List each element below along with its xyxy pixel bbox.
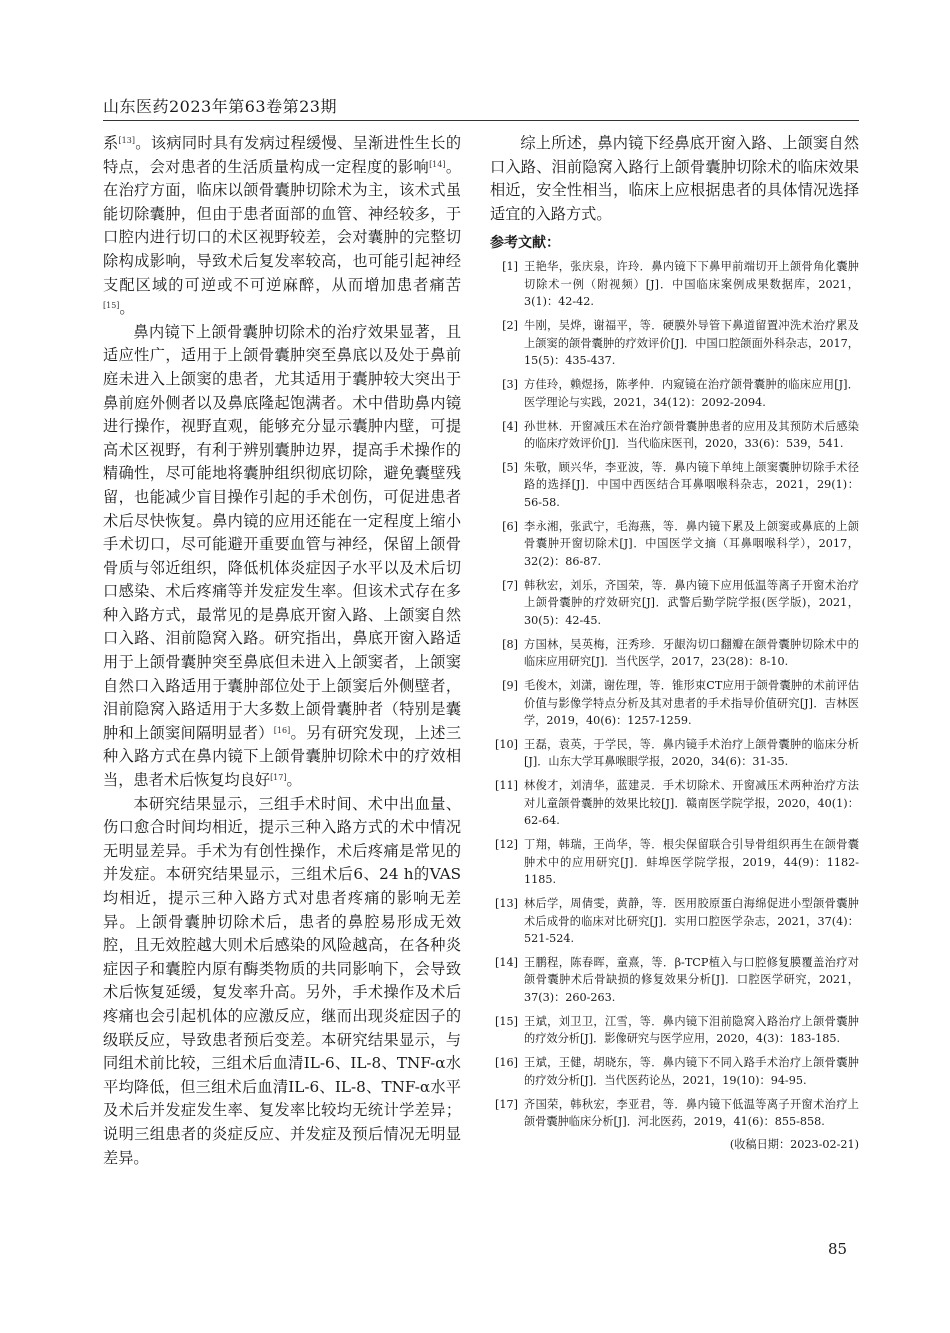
right-column (490, 132, 859, 1152)
reference-number: [16] (495, 1056, 518, 1070)
reference-number: [5] (502, 460, 518, 474)
reference-number: [6] (502, 519, 518, 533)
reference-number: [15] (495, 1014, 518, 1028)
reference-text: 韩秋宏，刘乐，齐国荣，等．鼻内镜下应用低温等离子开窗术治疗上颌骨囊肿的疗效研究[J]．武警后勤学院学报(医学版)，2021，30(5)：42-45. (524, 578, 859, 627)
reference-item (490, 1054, 859, 1089)
reference-number: [17] (495, 1097, 518, 1111)
body-paragraph (103, 793, 461, 1171)
reference-text: 方佳玲，赖煜扬，陈孝仲．内窥镜在治疗颌骨囊肿的临床应用[J]．医学理论与实践，2021，34(12)：2092-2094. (524, 378, 859, 409)
reference-item (490, 317, 859, 370)
reference-item (490, 777, 859, 830)
reference-number: [4] (502, 419, 518, 433)
reference-item (490, 1013, 859, 1048)
reference-text: 林俊才，刘清华，蓝建灵．手术切除术、开窗减压术两种治疗方法对儿童颌骨囊肿的效果比较[J]．赣南医学院学报，2020，40(1)：62-64. (524, 779, 859, 828)
text-segment: 。 (119, 299, 135, 318)
references-heading: 参考文献： (490, 235, 560, 252)
reference-text: 王鹏程，陈春晖，童熹，等．β-TCP植入与口腔修复膜覆盖治疗对颌骨囊肿术后骨缺损的修复效果分析[J]．口腔医学研究，2021，37(3)：260-263. (524, 955, 859, 1004)
reference-item (490, 376, 859, 411)
reference-item (490, 1096, 859, 1131)
reference-item (490, 418, 859, 453)
reference-text: 毛俊木，刘潇，谢佐理，等．锥形束CT应用于颌骨囊肿的术前评估价值与影像学特点分析及其对患者的手术指导价值研究[J]．吉林医学，2019，40(6)：1257-1259. (524, 679, 859, 727)
reference-number: [10] (495, 737, 518, 751)
journal-header: 山东医药2023年第63卷第23期 (103, 97, 337, 116)
reference-text: 方国林，吴英梅，汪秀珍．牙龈沟切口翻瓣在颌骨囊肿切除术中的临床应用研究[J]．当代医学，2017，23(28)：8-10. (524, 637, 859, 669)
reference-text: 王斌，王健，胡晓东，等．鼻内镜下不同入路手术治疗上颌骨囊肿的疗效分析[J]．当代医药论丛，2021，19(10)：94-95. (524, 1056, 859, 1087)
reference-item (490, 258, 859, 311)
reference-number: [13] (495, 897, 518, 911)
body-paragraph (103, 132, 461, 321)
citation-marker[interactable]: [16] (273, 726, 291, 736)
reference-text: 林后学，周倩雯，黄静，等．医用胶原蛋白海绵促进小型颌骨囊肿术后成骨的临床对比研究[J]．实用口腔医学杂志，2021，37(4)：521-524. (524, 897, 859, 946)
reference-list (490, 258, 859, 1130)
reference-text: 王斌，刘卫卫，江雪，等．鼻内镜下泪前隐窝入路治疗上颌骨囊肿的疗效分析[J]．影像研究与医学应用，2020，4(3)：183-185. (524, 1014, 859, 1046)
left-column (103, 132, 461, 1170)
page-number: 85 (828, 1240, 848, 1258)
text-segment: 。该病同时具有发病过程缓慢、呈渐进性生长的特点，会对患者的生活质量构成一定程度的影响 (103, 134, 462, 176)
reference-item (490, 577, 859, 630)
reference-number: [2] (502, 319, 518, 333)
citation-marker[interactable]: [17] (270, 773, 287, 783)
reference-text: 王磊，袁英，于学民，等．鼻内镜手术治疗上颌骨囊肿的临床分析[J]．山东大学耳鼻喉眼学报，2020，34(6)：31-35. (524, 737, 859, 769)
reference-text: 牛刚，吴烨，谢福平，等．硬膜外导管下鼻道留置冲洗术治疗累及上颌窦的颌骨囊肿的疗效评价[J]．中国口腔颌面外科杂志，2017，15(5)：435-437. (524, 319, 859, 368)
reference-number: [9] (502, 679, 518, 692)
reference-text: 王艳华，张庆泉，许玲．鼻内镜下下鼻甲前端切开上颌骨角化囊肿切除术一例（附视频）[J]．中国临床案例成果数据库，2021，3(1)：42-42. (524, 260, 859, 309)
reference-number: [8] (502, 637, 518, 651)
text-segment: 本研究结果显示，三组手术时间、术中出血量、伤口愈合时间均相近，提示三种入路方式的术中情况无明显差异。手术为有创性操作，术后疼痛是常见的并发症。本研究结果显示，三组术后6、24 h的VAS均相近，提示三种入路方式对患者疼痛的影响无差异。上颌骨囊肿切除术后，患者的鼻腔易形成无效腔，且无效腔越大则术后感染的风险越高，在各种炎症因子和囊腔内原有酶类物质的共同影响下，会导致术后恢复延缓，复发率升高。另外，手术操作及术后疼痛也会引起机体的应激反应，继而出现炎症因子的级联反应，导致患者预后变差。本研究结果显示，与同组术前比较，三组术后血清IL-6、IL-8、TNF-α水平均降低，但三组术后血清IL-6、IL-8、TNF-α水平及术后并发症发生率、复发率比较均无统计学差异；说明三组患者的炎症反应、并发症及预后情况无明显差异。 (103, 794, 461, 1167)
reference-number: [11] (495, 779, 518, 793)
reference-text: 齐国荣，韩秋宏，李亚君，等．鼻内镜下低温等离子开窗术治疗上颌骨囊肿临床分析[J]．河北医药，2019，41(6)：855-858. (524, 1097, 859, 1129)
reference-number: [3] (502, 378, 518, 392)
text-segment: 系 (103, 134, 119, 152)
text-segment: 。 (286, 771, 302, 790)
received-date: (收稿日期：2023-02-21) (729, 1138, 859, 1152)
reference-item (490, 836, 859, 889)
header-divider (103, 120, 859, 121)
citation-marker[interactable]: [13] (118, 136, 135, 146)
reference-number: [12] (495, 838, 518, 852)
reference-text: 李永湘，张武宁，毛海燕，等．鼻内镜下累及上颌窦或鼻底的上颌骨囊肿开窗切除术[J]．中国医学文摘（耳鼻咽喉科学），2017，32(2)：86-87. (524, 519, 859, 568)
reference-text: 孙世林．开窗减压术在治疗颌骨囊肿患者的应用及其预防术后感染的临床疗效评价[J]．当代临床医刊，2020，33(6)：539，541. (524, 419, 859, 451)
reference-number: [7] (502, 578, 518, 592)
citation-marker[interactable]: [15] (103, 301, 120, 311)
citation-marker[interactable]: [14] (429, 159, 446, 169)
text-segment: 鼻内镜下上颌骨囊肿切除术的治疗效果显著，且适应性广，适用于上颌骨囊肿突至鼻底以及处于鼻前庭未进入上颌窦的患者，尤其适用于囊肿较大突出于鼻前庭外侧者以及鼻底隆起饱满者。术中借助鼻内镜进行操作，视野直观，能够充分显示囊肿内壁，可提高术区视野，有利于辨别囊肿边界，提高手术操作的精确性，尽可能地将囊肿组织彻底切除，避免囊壁残留，也能减少盲目操作引起的手术创伤，可促进患者术后尽快恢复。鼻内镜的应用还能在一定程度上缩小手术切口，尽可能避开重要血管与神经，保留上颌骨骨质与邻近组织，降低机体炎症因子水平以及术后切口感染、术后疼痛等并发症发生率。但该术式存在多种入路方式，最常见的是鼻底开窗入路、上颌窦自然口入路、泪前隐窝入路。研究指出，鼻底开窗入路适用于上颌骨囊肿突至鼻底但未进入上颌窦者，上颌窦自然口入路适用于囊肿部位处于上颌窦后外侧壁者，泪前隐窝入路适用于大多数上颌骨囊肿者（特别是囊肿和上颌窦间隔明显者） (103, 322, 461, 742)
reference-number: [14] (495, 955, 518, 969)
reference-item (490, 518, 859, 571)
reference-number: [1] (502, 260, 518, 274)
reference-item (490, 954, 859, 1007)
reference-item (490, 736, 859, 771)
reference-item (490, 677, 859, 730)
conclusion-paragraph: 综上所述，鼻内镜下经鼻底开窗入路、上颌窦自然口入路、泪前隐窝入路行上颌骨囊肿切除术的临床效果相近，安全性相当，临床上应根据患者的具体情况选择适宜的入路方式。 (490, 134, 859, 223)
reference-item (490, 895, 859, 948)
body-paragraph (103, 321, 461, 793)
text-segment: 。另有研究发现，上述三种入路方式在鼻内镜下上颌骨囊肿切除术中的疗效相当，患者术后恢复均良好 (103, 723, 462, 790)
reference-text: 朱敬，顾兴华，李亚波，等．鼻内镜下单纯上颌窦囊肿切除手术径路的选择[J]．中国中西医结合耳鼻咽喉科杂志，2021，29(1)：56-58. (524, 460, 859, 509)
reference-text: 丁翔，韩瑞，王尚华，等．根尖保留联合引导骨组织再生在颌骨囊肿术中的应用研究[J]．蚌埠医学院学报，2019，44(9)：1182-1185. (524, 838, 859, 887)
text-segment: 。在治疗方面，临床以颌骨囊肿切除术为主，该术式虽能切除囊肿，但由于患者面部的血管、神经较多，于口腔内进行切口的术区视野较差，会对囊肿的完整切除构成影响，导致术后复发率较高，也可能引起神经支配区域的可逆或不可逆麻醉，从而增加患者痛苦 (103, 157, 462, 294)
reference-item (490, 636, 859, 671)
reference-item (490, 459, 859, 512)
